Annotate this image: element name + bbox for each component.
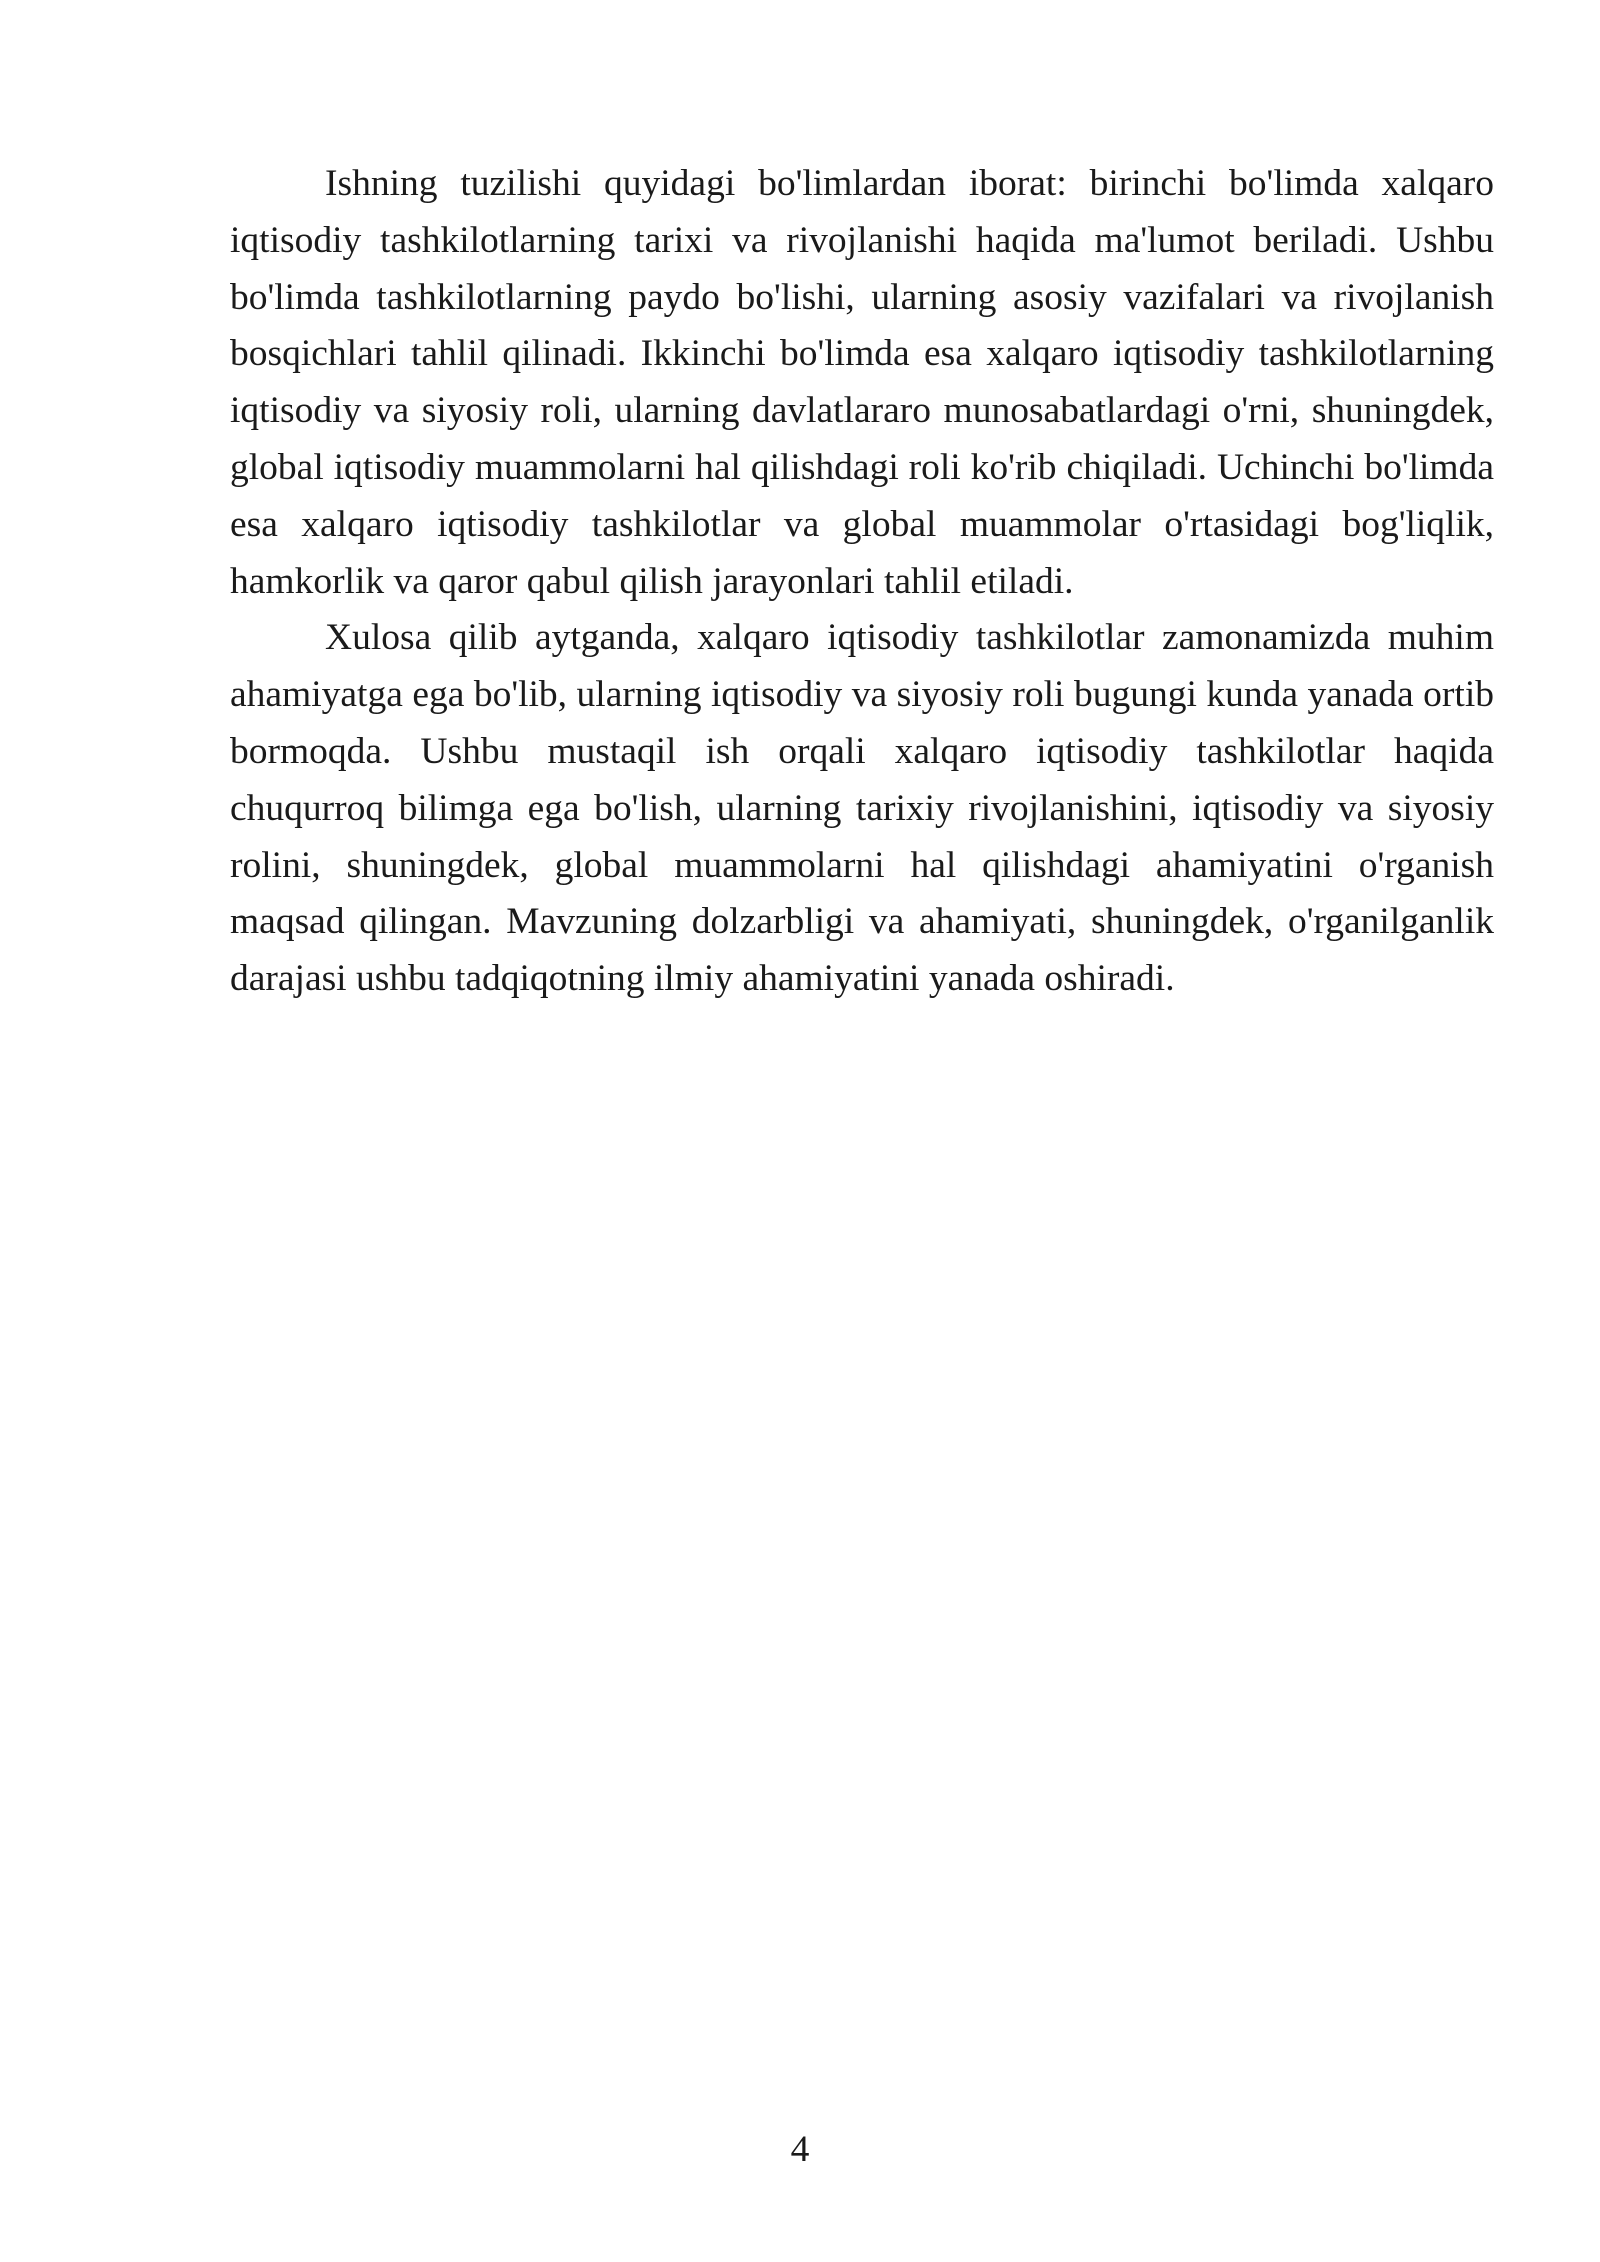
- page-number: 4: [790, 2129, 810, 2170]
- body-text: [230, 156, 1494, 1008]
- paragraph-structure: Ishning tuzilishi quyidagi bo'limlardan iborat: birinchi bo'limda xalqaro iqtisodiy tashkilotlarning tarixi va rivojlanishi haqida ma'lumot beriladi. Ushbu bo'limda tashkilotlarning paydo bo'lishi, ularning asosiy vazifalari va rivojlanish bosqichlari tahlil qilinadi. Ikkinchi bo'limda esa xalqaro iqtisodiy tashkilotlarning iqtisodiy va siyosiy roli, ularning davlatlararo munosabatlardagi o'rni, shuningdek, global iqtisodiy muammolarni hal qilishdagi roli ko'rib chiqiladi. Uchinchi bo'limda esa xalqaro iqtisodiy tashkilotlar va global muammolar o'rtasidagi bog'liqlik, hamkorlik va qaror qabul qilish jarayonlari tahlil etiladi.: [230, 163, 1494, 602]
- paragraph-conclusion: Xulosa qilib aytganda, xalqaro iqtisodiy tashkilotlar zamonamizda muhim ahamiyatga ega bo'lib, ularning iqtisodiy va siyosiy roli bugungi kunda yanada ortib bormoqda. Ushbu mustaqil ish orqali xalqaro iqtisodiy tashkilotlar haqida chuqurroq bilimga ega bo'lish, ularning tarixiy rivojlanishini, iqtisodiy va siyosiy rolini, shuningdek, global muammolarni hal qilishdagi ahamiyatini o'rganish maqsad qilingan. Mavzuning dolzarbligi va ahamiyati, shuningdek, o'rganilganlik darajasi ushbu tadqiqotning ilmiy ahamiyatini yanada oshiradi.: [230, 617, 1494, 1000]
